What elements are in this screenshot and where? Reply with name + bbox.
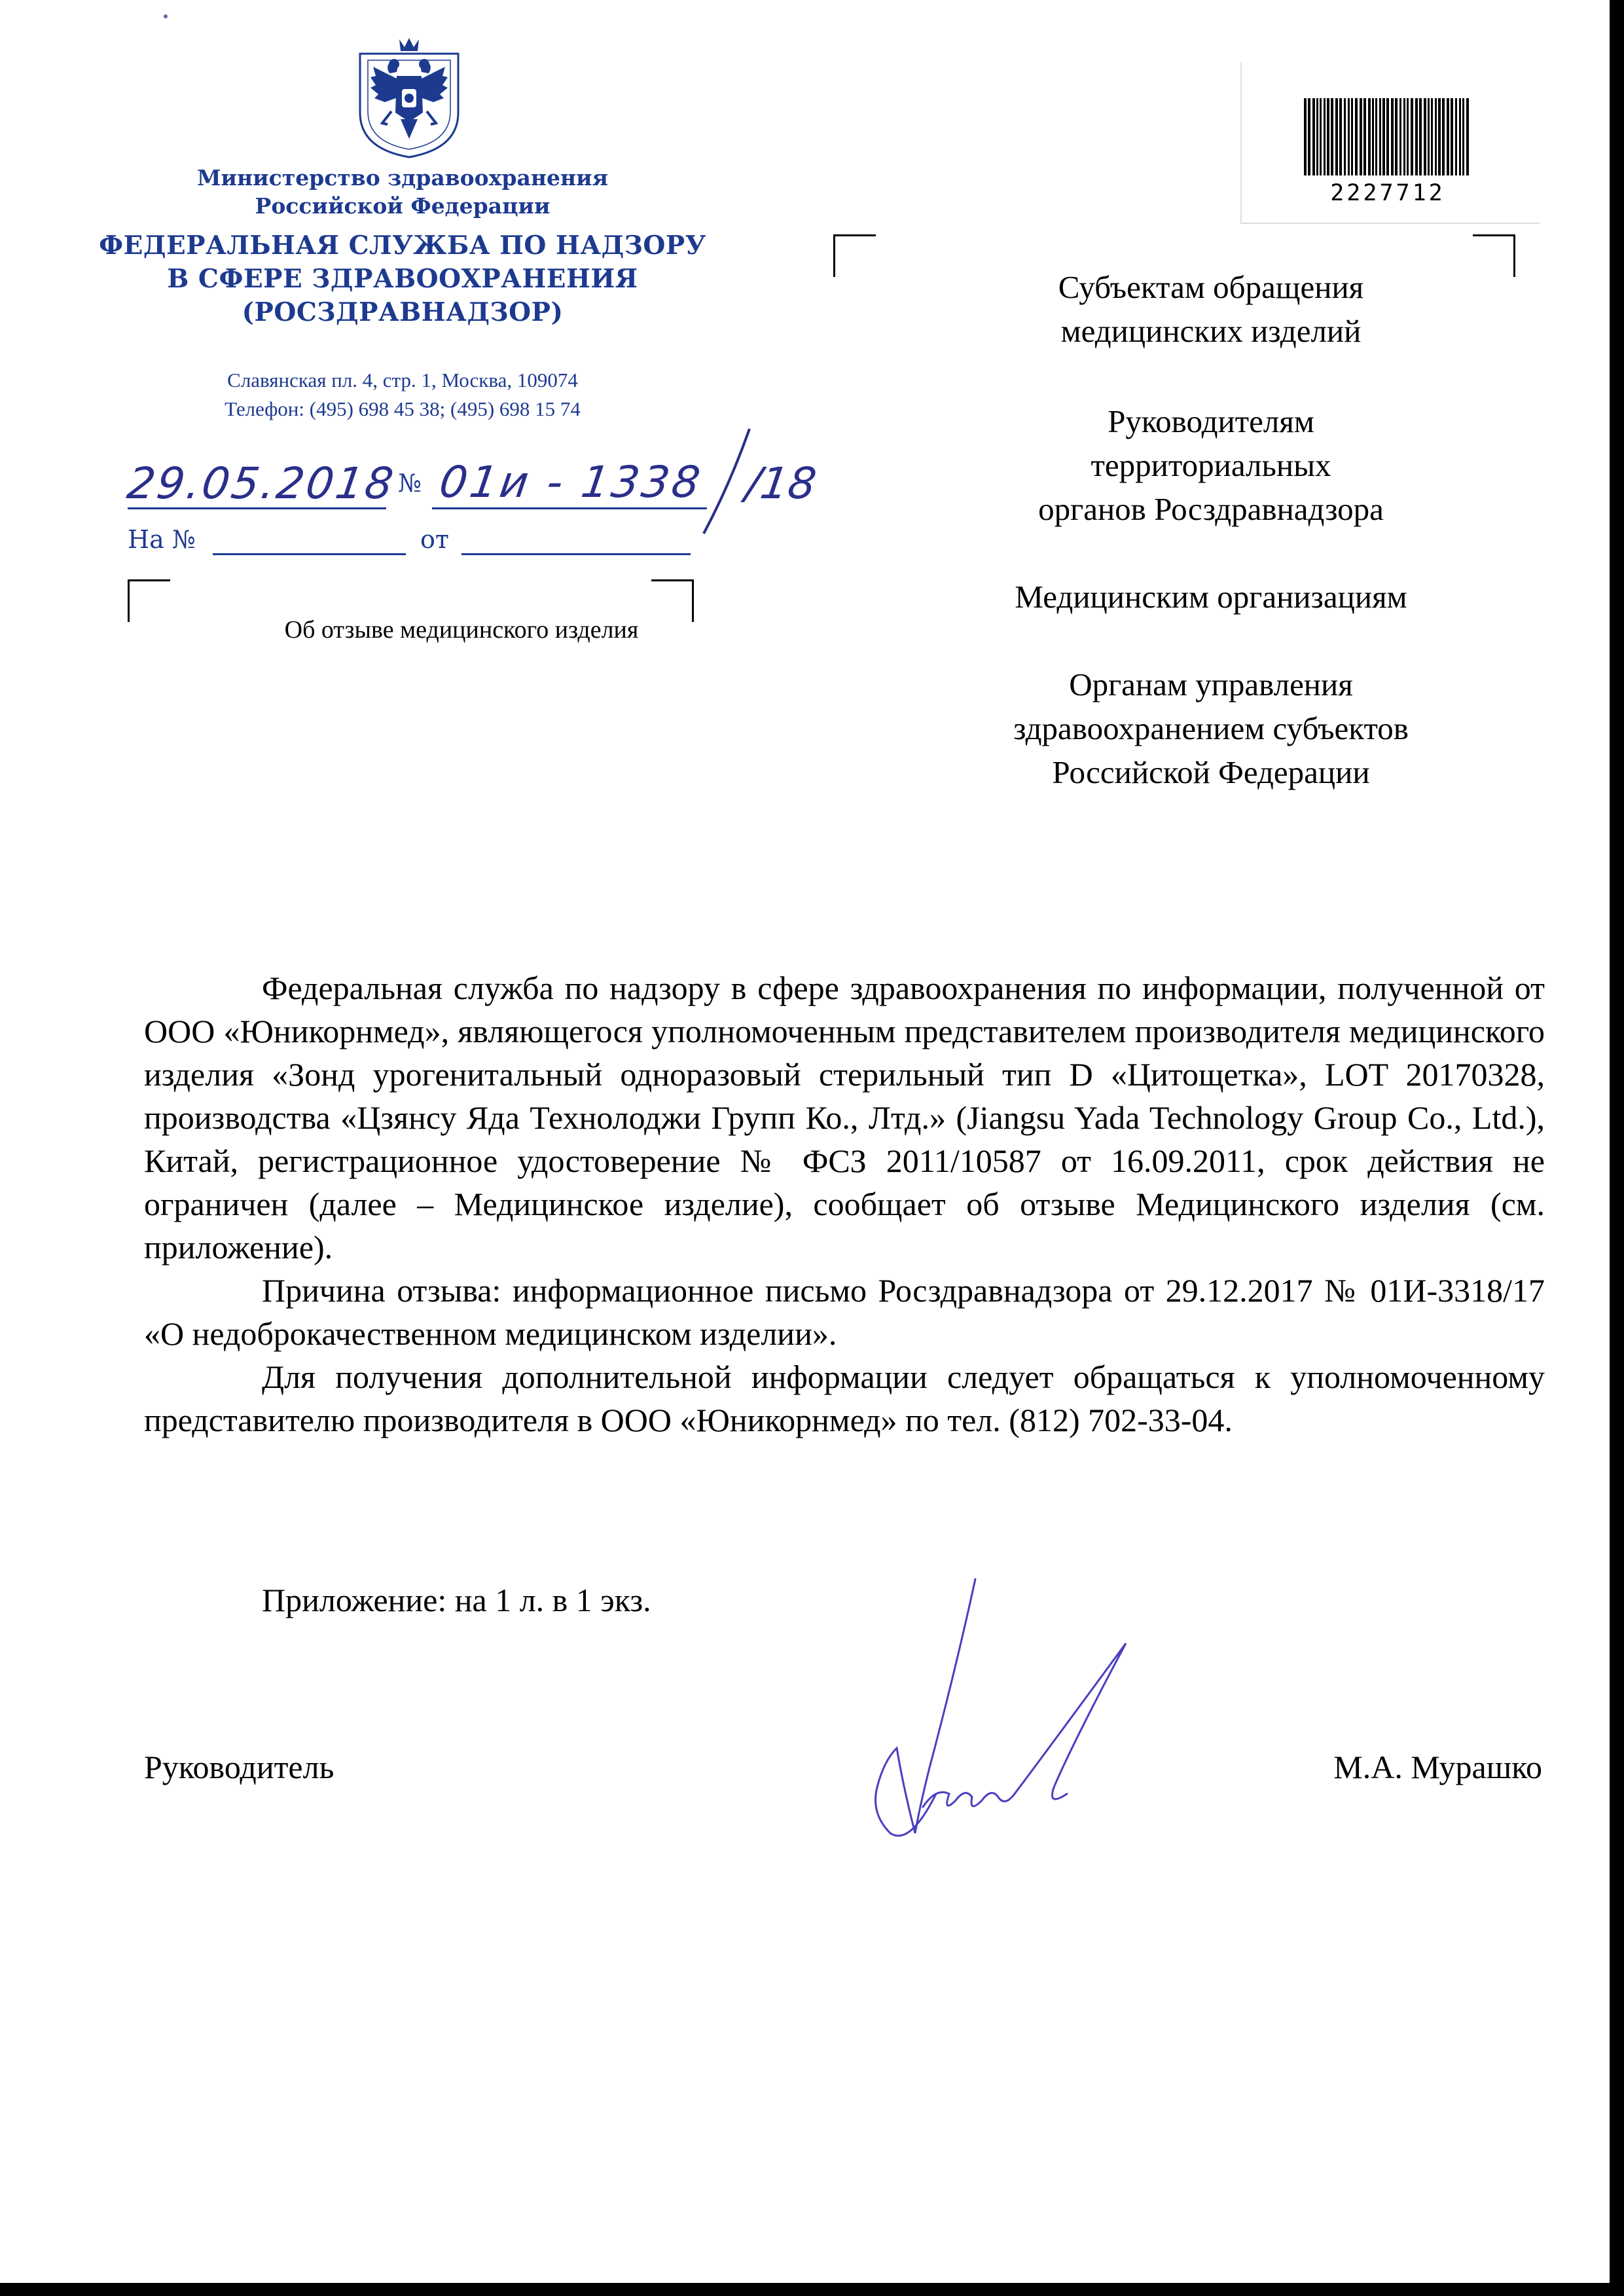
addressee-4-line2: здравоохранением субъектов <box>1013 710 1409 746</box>
handwritten-signature-icon <box>857 1571 1146 1853</box>
ministry-name-line1: Министерство здравоохранения <box>197 165 608 191</box>
barcode-bar <box>1360 98 1362 175</box>
barcode-icon <box>1303 98 1473 177</box>
addressee-2-line1: Руководителям <box>1108 403 1314 439</box>
barcode-bar <box>1368 98 1371 175</box>
ministry-name-line2: Российской Федерации <box>255 193 550 219</box>
service-address: Славянская пл. 4, стр. 1, Москва, 109074 <box>227 369 578 392</box>
barcode-bar <box>1312 98 1315 175</box>
date-underline <box>128 507 386 509</box>
barcode-bar <box>1344 98 1346 175</box>
addressee-bracket-left <box>833 234 876 277</box>
barcode-bar <box>1382 98 1385 175</box>
barcode-bar <box>1386 98 1389 175</box>
addressee-4-line3: Российской Федерации <box>1052 754 1370 790</box>
barcode-bar <box>1363 98 1366 175</box>
addressee-2 <box>884 399 1538 531</box>
number-underline <box>432 507 707 509</box>
reply-from-label: от <box>420 525 449 554</box>
barcode-bar <box>1399 98 1401 175</box>
barcode-bar <box>1395 98 1398 175</box>
reply-to-number-field <box>213 553 406 555</box>
service-phone: Телефон: (495) 698 45 38; (495) 698 15 74 <box>225 397 581 420</box>
barcode-bar <box>1431 98 1433 175</box>
barcode-bar <box>1379 98 1381 175</box>
barcode-bar <box>1351 98 1353 175</box>
barcode-bar <box>1339 98 1342 175</box>
barcode-bar <box>1407 98 1409 175</box>
addressee-3 <box>884 575 1538 619</box>
barcode-bar <box>1419 98 1422 175</box>
barcode-bar <box>1415 98 1418 175</box>
barcode-bar <box>1316 98 1318 175</box>
barcode-bar <box>1451 98 1453 175</box>
barcode-bar <box>1403 98 1405 175</box>
coat-of-arms-icon <box>353 34 465 160</box>
barcode-bar <box>1462 98 1464 175</box>
registration-date: 29.05.2018 <box>124 458 399 509</box>
annex-note: Приложение: на 1 л. в 1 экз. <box>262 1582 651 1618</box>
barcode-bar <box>1375 98 1377 175</box>
barcode-bar <box>1459 98 1461 175</box>
addressee-1-line2: медицинских изделий <box>1060 313 1362 349</box>
registration-number-suffix: /18 <box>742 458 820 509</box>
addressee-4 <box>884 663 1538 794</box>
addressee-1 <box>884 265 1538 353</box>
barcode-bar <box>1391 98 1394 175</box>
barcode-bar <box>1335 98 1338 175</box>
barcode-bar <box>1466 98 1469 175</box>
barcode-bar <box>1308 98 1310 175</box>
barcode-bar <box>1447 98 1449 175</box>
barcode-bar <box>1455 98 1457 175</box>
registration-number: 01и - 1338 <box>436 457 706 507</box>
barcode-bar <box>1304 98 1307 175</box>
body-paragraph-3: Для получения дополнительной информации следует обращаться к уполномоченному представителю производителя в ООО «Юникорнмед» по тел. (812) 702-33-04. <box>144 1358 1545 1438</box>
signatory-name: М.А. Мурашко <box>1333 1749 1542 1785</box>
barcode-bar <box>1320 98 1322 175</box>
service-name-line3: (РОСЗДРАВНАДЗОР) <box>242 297 564 327</box>
barcode-bar <box>1348 98 1350 175</box>
barcode-bar <box>1428 98 1430 175</box>
barcode-bar <box>1331 98 1333 175</box>
reply-to-label: На № <box>128 525 196 554</box>
body-paragraph-2: Причина отзыва: информационное письмо Росздравнадзора от 29.12.2017 № 01И-3318/17 «О недоброкачественном медицинском изделии». <box>144 1272 1545 1352</box>
barcode-bar <box>1372 98 1374 175</box>
letter-body <box>144 966 1545 1442</box>
scan-speck <box>164 14 168 18</box>
scan-edge-bottom <box>0 2283 1624 2296</box>
barcode-bar <box>1438 98 1441 175</box>
scan-edge-right <box>1610 0 1624 2296</box>
service-name-line2: В СФЕРЕ ЗДРАВООХРАНЕНИЯ <box>167 264 638 294</box>
barcode-bar <box>1355 98 1358 175</box>
addressee-3-line1: Медицинским организациям <box>1015 579 1407 615</box>
addressee-4-line1: Органам управления <box>1069 666 1353 702</box>
addressee-2-line2: территориальных <box>1091 447 1331 483</box>
barcode-bar <box>1442 98 1445 175</box>
reply-from-date-field <box>461 553 691 555</box>
barcode-number: 2227712 <box>1330 180 1445 206</box>
barcode-bar <box>1435 98 1437 175</box>
signatory-role: Руководитель <box>144 1749 334 1785</box>
barcode-bar <box>1327 98 1329 175</box>
barcode-bar <box>1324 98 1326 175</box>
body-paragraph-1: Федеральная служба по надзору в сфере здравоохранения по информации, полученной от ООО «Юникорнмед», являющегося уполномоченным представителем производителя медицинского изделия «Зонд урогенитальный одноразовый стерильный тип D «Цитощетка», LOT 20170328, производства «Цзянсу Яда Технолоджи Групп Ко., Лтд.» (Jiangsu Yada Technology Group Co., Ltd.), Китай, регистрационное удостоверение № ФСЗ 2011/10587 от 16.09.2011, срок действия не ограничен (далее – Медицинское изделие), сообщает об отзыве Медицинского изделия (см. приложение). <box>144 970 1545 1266</box>
addressee-2-line3: органов Росздравнадзора <box>1038 491 1384 527</box>
barcode-bar <box>1424 98 1426 175</box>
addressee-1-line1: Субъектам обращения <box>1058 269 1364 305</box>
registration-number-label: № <box>398 469 422 498</box>
service-name-line1: ФЕДЕРАЛЬНАЯ СЛУЖБА ПО НАДЗОРУ <box>99 230 706 261</box>
barcode-bar <box>1411 98 1413 175</box>
letter-subject: Об отзыве медицинского изделия <box>284 616 639 644</box>
